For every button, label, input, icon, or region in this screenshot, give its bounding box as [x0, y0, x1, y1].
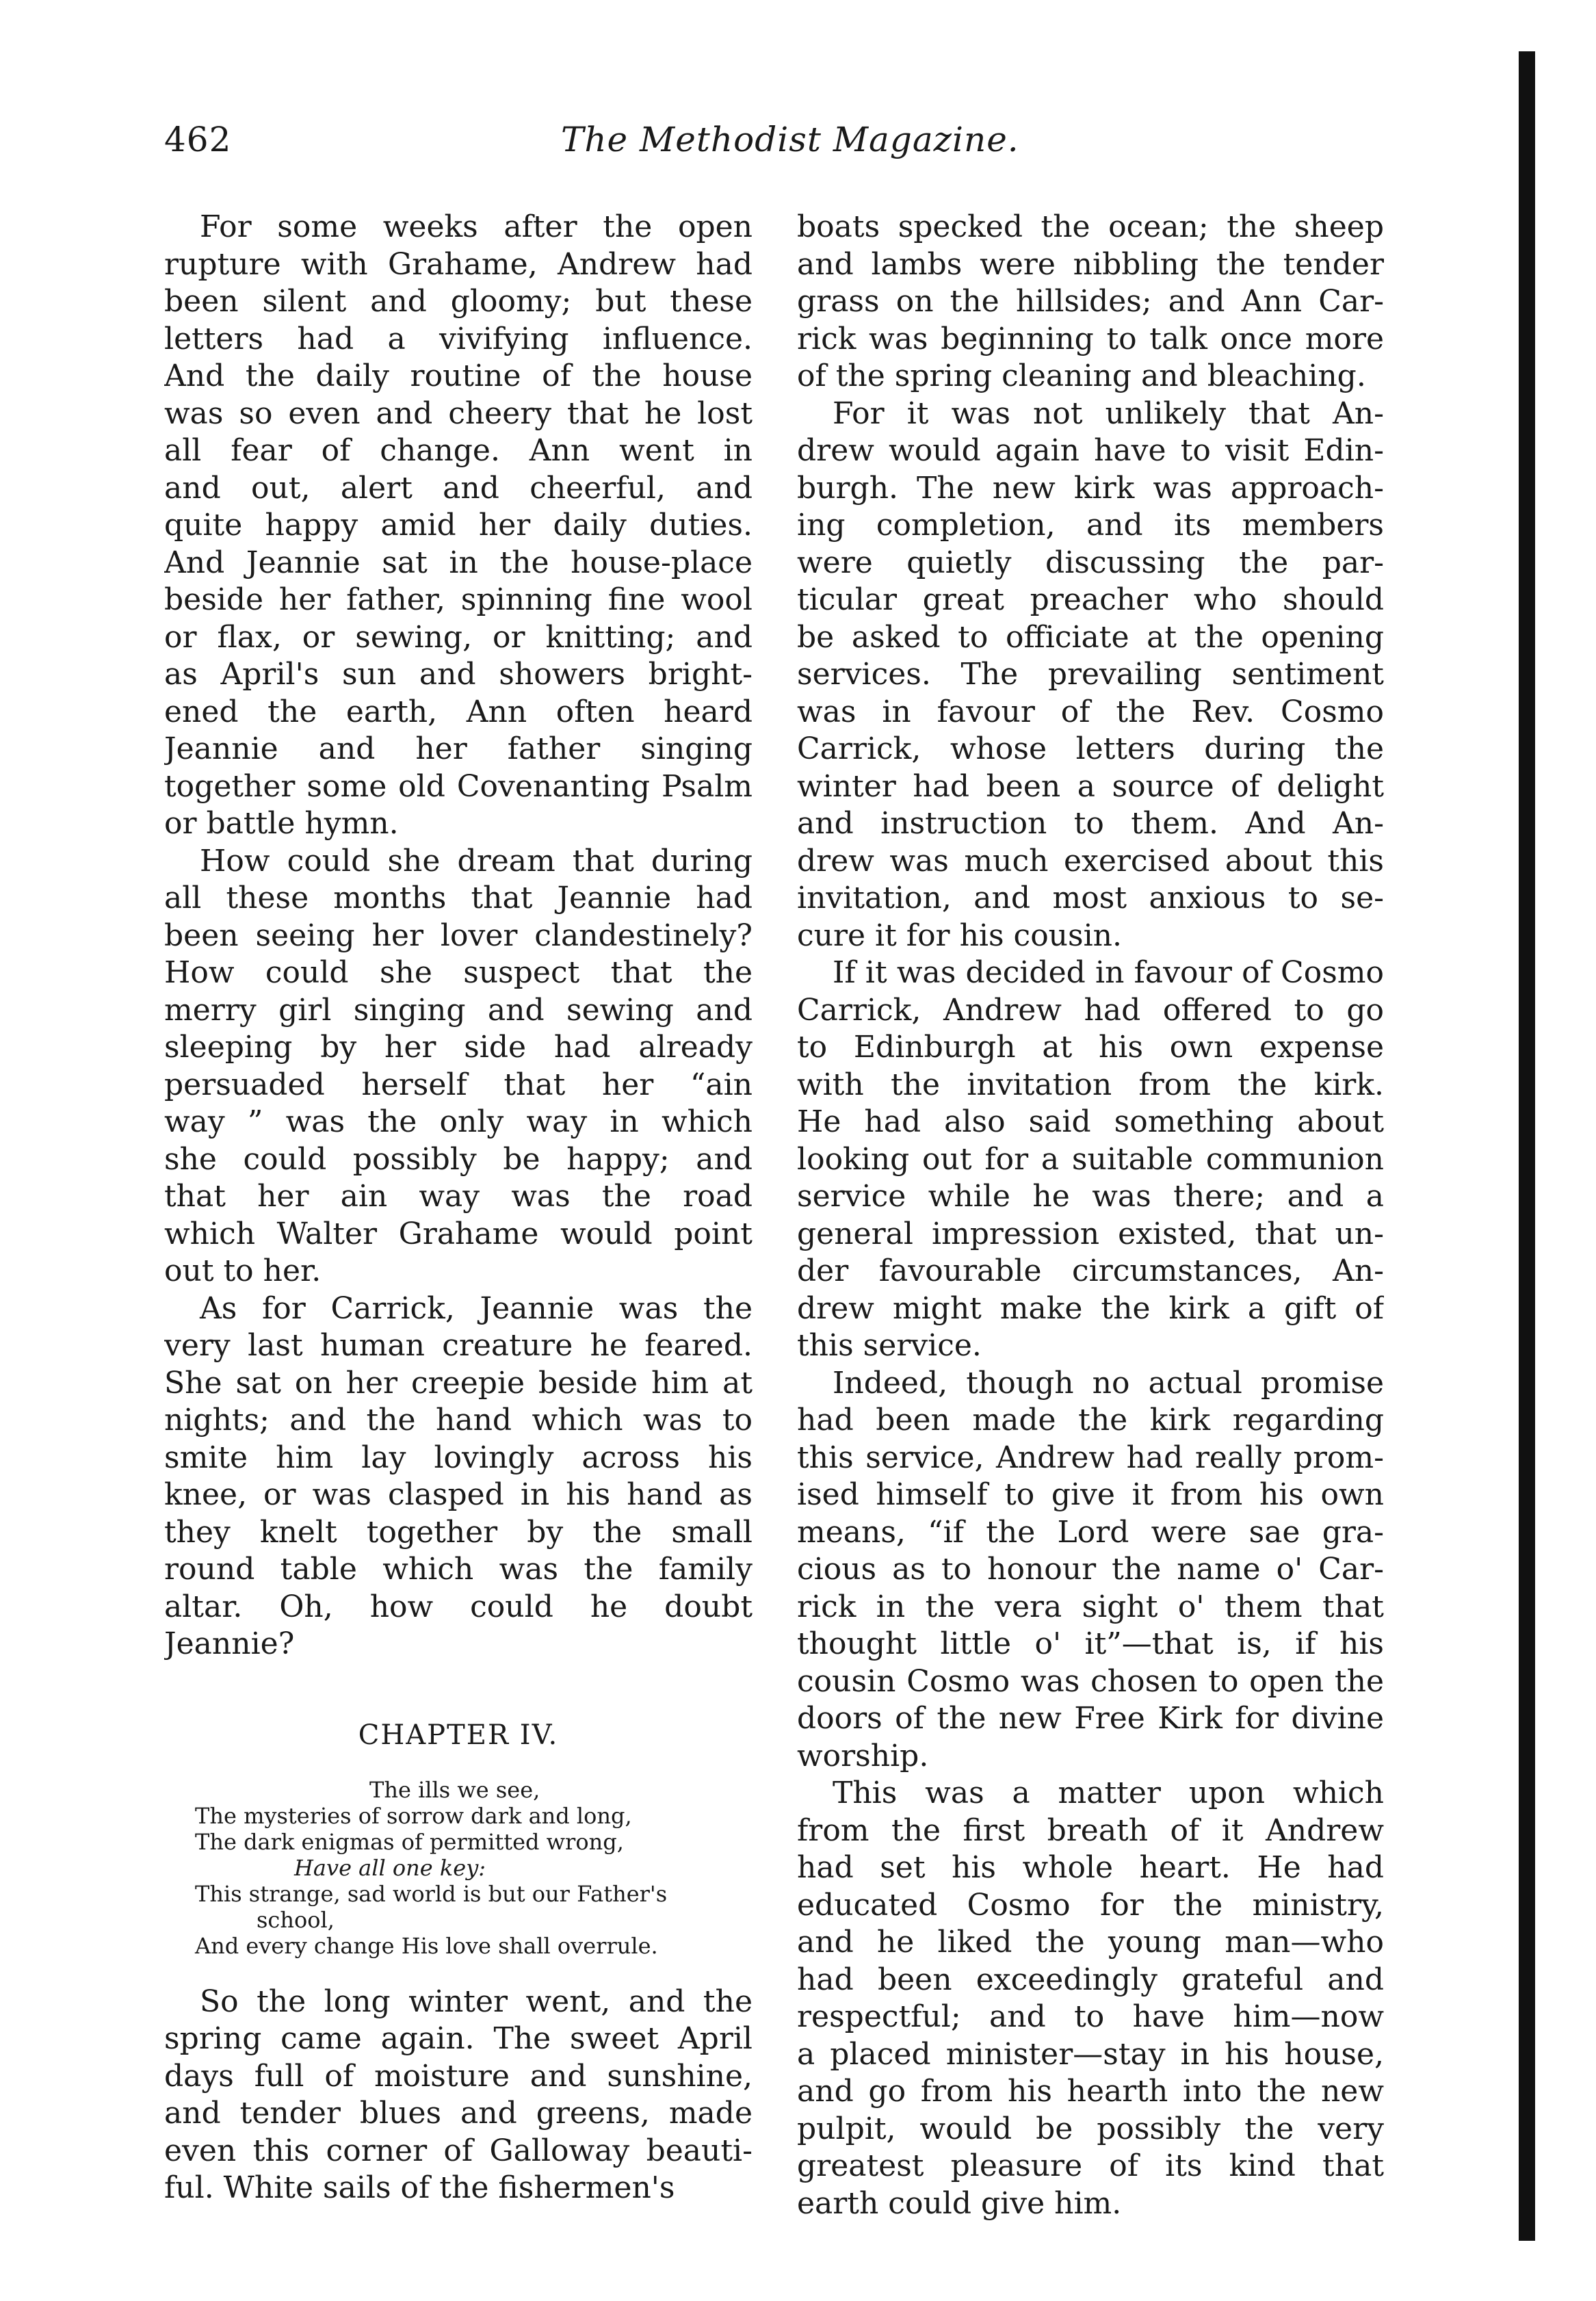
text-line: all these months that Jeannie had — [164, 881, 753, 915]
text-line: means, “if the Lord were sae gra- — [797, 1514, 1384, 1550]
text-line: der favourable circumstances, An- — [797, 1253, 1384, 1288]
text-line: they knelt together by the small — [164, 1514, 753, 1550]
text-line: and tender blues and greens, made — [164, 2096, 753, 2131]
text-line: from the first breath of it Andrew — [797, 1812, 1384, 1848]
text-line: grass on the hillsides; and Ann Car- — [797, 284, 1384, 319]
text-line: or battle hymn. — [164, 806, 399, 841]
chapter-heading: CHAPTER IV. — [358, 1719, 559, 1751]
paragraph — [797, 1365, 1384, 1776]
epigraph-poem — [164, 1777, 753, 1959]
text-line: Indeed, though no actual promise — [833, 1365, 1384, 1401]
page-number: 462 — [164, 120, 232, 159]
text-line: knee, or was clasped in his hand as — [164, 1477, 753, 1512]
text-line: burgh. The new kirk was approach- — [797, 470, 1384, 506]
text-line: been seeing her lover clandestinely? — [164, 918, 753, 953]
text-line: spring came again. The sweet April — [164, 2021, 753, 2056]
paragraph — [797, 209, 1384, 395]
text-line: she could possibly be happy; and — [164, 1141, 753, 1177]
text-line: and out, alert and cheerful, and — [164, 470, 753, 506]
paragraph — [797, 395, 1384, 955]
epigraph-line: The dark enigmas of permitted wrong, — [195, 1828, 624, 1855]
text-line: ing completion, and its members — [797, 508, 1384, 543]
text-line: respectful; and to have him—now — [797, 1999, 1384, 2034]
text-line: round table which was the family — [164, 1552, 753, 1587]
text-line: drew might make the kirk a gift of — [797, 1290, 1384, 1326]
text-line: been silent and gloomy; but these — [164, 284, 753, 319]
epigraph-line: The mysteries of sorrow dark and long, — [195, 1802, 632, 1829]
text-line: worship. — [797, 1738, 929, 1773]
text-line: general impression existed, that un- — [797, 1216, 1384, 1251]
text-line: way ” was the only way in which — [164, 1104, 753, 1139]
text-line: rupture with Grahame, Andrew had — [164, 246, 753, 282]
text-line: that her ain way was the road — [164, 1179, 753, 1214]
text-line: merry girl singing and sewing and — [164, 992, 753, 1028]
text-line: Carrick, Andrew had offered to go — [797, 992, 1384, 1028]
text-line: of the spring cleaning and bleaching. — [797, 359, 1366, 393]
text-line: cious as to honour the name o' Car- — [797, 1552, 1384, 1587]
text-line: together some old Covenanting Psalm — [164, 768, 753, 804]
text-line: looking out for a suitable communion — [797, 1141, 1384, 1177]
text-line: Jeannie and her father singing — [164, 731, 753, 766]
paragraph — [164, 1290, 753, 1663]
text-line: educated Cosmo for the ministry, — [797, 1887, 1384, 1923]
text-line: doors of the new Free Kirk for divine — [797, 1701, 1384, 1736]
text-line: had been made the kirk regarding — [797, 1403, 1384, 1438]
text-line: rick in the vera sight o' them that — [797, 1589, 1384, 1624]
text-line: which Walter Grahame would point — [164, 1216, 753, 1251]
text-line: and instruction to them. And An- — [797, 806, 1384, 841]
text-line: So the long winter went, and the — [200, 1984, 753, 2019]
paragraph — [164, 209, 753, 843]
text-line: and he liked the young man—who — [797, 1925, 1384, 1960]
text-line: or flax, or sewing, or knitting; and — [164, 619, 753, 655]
text-line: nights; and the hand which was to — [164, 1403, 753, 1438]
text-line: For it was not unlikely that An- — [833, 395, 1384, 431]
paragraph — [797, 954, 1384, 1365]
right-column — [797, 209, 1384, 2222]
text-line: this service, Andrew had really prom- — [797, 1440, 1384, 1475]
text-line: was so even and cheery that he lost — [164, 395, 753, 431]
page-header — [0, 120, 1596, 168]
paragraph — [164, 843, 753, 1290]
text-line: cousin Cosmo was chosen to open the — [797, 1663, 1384, 1699]
text-line: quite happy amid her daily duties. — [164, 508, 753, 543]
text-line: to Edinburgh at his own expense — [797, 1030, 1384, 1065]
text-line: beside her father, spinning fine wool — [164, 582, 753, 617]
text-line: boats specked the ocean; the sheep — [797, 209, 1384, 244]
text-line: He had also said something about — [797, 1104, 1384, 1139]
text-line: services. The prevailing sentiment — [797, 657, 1384, 692]
text-line: ticular great preacher who should — [797, 582, 1384, 617]
text-line: pulpit, would be possibly the very — [797, 2111, 1384, 2146]
text-line: was in favour of the Rev. Cosmo — [797, 694, 1384, 729]
text-line: ised himself to give it from his own — [797, 1477, 1384, 1512]
text-line: And the daily routine of the house — [164, 359, 753, 393]
epigraph-line: The ills we see, — [369, 1776, 540, 1803]
text-line: very last human creature he feared. — [164, 1328, 753, 1363]
left-column — [164, 209, 753, 2207]
text-line: sleeping by her side had already — [164, 1030, 753, 1065]
text-line: greatest pleasure of its kind that — [797, 2148, 1384, 2183]
text-line: and lambs were nibbling the tender — [797, 246, 1384, 282]
text-line: even this corner of Galloway beauti- — [164, 2133, 753, 2168]
text-line: smite him lay lovingly across his — [164, 1440, 753, 1475]
text-line: As for Carrick, Jeannie was the — [200, 1290, 753, 1326]
text-line: rick was beginning to talk once more — [797, 321, 1384, 356]
text-line: How could she suspect that the — [164, 955, 753, 990]
page-edge-bar — [1519, 51, 1535, 2241]
text-line: drew would again have to visit Edin- — [797, 433, 1384, 468]
text-line: earth could give him. — [797, 2185, 1122, 2221]
text-line: She sat on her creepie beside him at — [164, 1365, 753, 1401]
text-line: How could she dream that during — [200, 843, 753, 879]
epigraph-line: school, — [257, 1906, 335, 1933]
text-line: For some weeks after the open — [200, 209, 753, 244]
running-title: The Methodist Magazine. — [561, 120, 1019, 159]
text-line: this service. — [797, 1328, 982, 1363]
text-line: service while he was there; and a — [797, 1179, 1384, 1214]
text-line: had been exceedingly grateful and — [797, 1962, 1384, 1997]
text-line: days full of moisture and sunshine, — [164, 2058, 753, 2094]
text-line: and go from his hearth into the new — [797, 2074, 1384, 2109]
text-line: If it was decided in favour of Cosmo — [833, 955, 1384, 990]
text-line: Jeannie? — [164, 1626, 295, 1661]
text-line: all fear of change. Ann went in — [164, 433, 753, 468]
text-line: invitation, and most anxious to se- — [797, 881, 1384, 915]
text-line: were quietly discussing the par- — [797, 545, 1384, 580]
text-line: And Jeannie sat in the house-place — [164, 545, 753, 580]
text-line: Carrick, whose letters during the — [797, 731, 1384, 766]
text-line: with the invitation from the kirk. — [797, 1067, 1384, 1102]
paragraph — [797, 1775, 1384, 2222]
text-line: This was a matter upon which — [833, 1776, 1384, 1810]
text-line: winter had been a source of delight — [797, 768, 1384, 804]
text-line: altar. Oh, how could he doubt — [164, 1589, 753, 1624]
text-line: ful. White sails of the fishermen's — [164, 2170, 675, 2205]
text-line: be asked to officiate at the opening — [797, 619, 1384, 655]
epigraph-line: And every change His love shall overrule. — [195, 1932, 658, 1959]
epigraph-line: Have all one key: — [294, 1854, 486, 1881]
text-line: thought little o' it”—that is, if his — [797, 1626, 1384, 1661]
text-line: persuaded herself that her “ain — [164, 1067, 753, 1102]
text-line: as April's sun and showers bright- — [164, 657, 753, 692]
text-line: ened the earth, Ann often heard — [164, 694, 753, 729]
text-line: drew was much exercised about this — [797, 843, 1384, 879]
paragraph — [164, 1984, 753, 2207]
text-line: out to her. — [164, 1253, 322, 1288]
text-line: cure it for his cousin. — [797, 918, 1122, 953]
text-line: letters had a vivifying influence. — [164, 321, 753, 356]
epigraph-line: This strange, sad world is but our Father's — [195, 1880, 668, 1907]
text-line: a placed minister—stay in his house, — [797, 2036, 1384, 2072]
text-line: had set his whole heart. He had — [797, 1850, 1384, 1885]
